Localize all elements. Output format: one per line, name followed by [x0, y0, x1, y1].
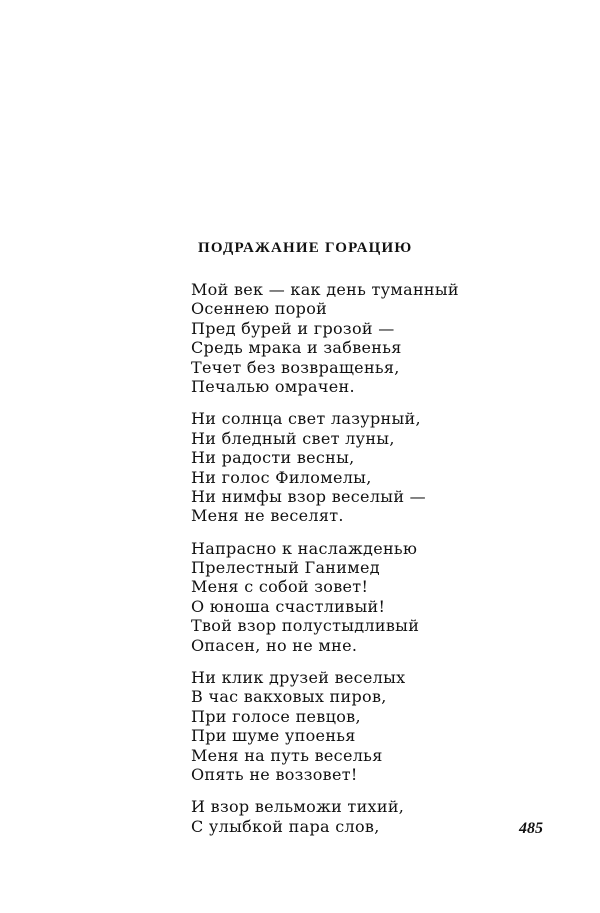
poem-line: Ни солнца свет лазурный,: [191, 409, 421, 429]
poem-line: Пред бурей и грозой —: [191, 318, 395, 338]
stanza: [191, 797, 459, 836]
page-number: 485: [519, 820, 543, 837]
poem-line: Меня не веселят.: [191, 506, 344, 526]
poem-line: Опасен, но не мне.: [191, 635, 358, 655]
poem-line: Осеннею порой: [191, 299, 328, 319]
stanza: [191, 280, 459, 396]
poem-body: [191, 280, 459, 849]
poem-line: Печалью омрачен.: [191, 376, 355, 396]
poem-line: Твой взор полустыдливый: [191, 616, 420, 636]
poem-title: ПОДРАЖАНИЕ ГОРАЦИЮ: [198, 240, 413, 256]
poem-line: При голосе певцов,: [191, 706, 361, 726]
poem-line: Средь мрака и забвенья: [191, 338, 402, 358]
stanza: [191, 668, 459, 784]
poem-line: Прелестный Ганимед: [191, 558, 380, 578]
poem-line: Меня на путь веселья: [191, 745, 383, 765]
poem-line: Мой век — как день туманный: [191, 280, 459, 299]
stanza: [191, 539, 459, 655]
poem-line: В час вакховых пиров,: [191, 687, 387, 707]
poem-line: С улыбкой пара слов,: [191, 816, 380, 836]
poem-line: Ни нимфы взор веселый —: [191, 486, 426, 506]
stanza: [191, 409, 459, 525]
poem-line: Ни бледный свет луны,: [191, 428, 395, 448]
poem-line: Напрасно к наслажденью: [191, 538, 418, 558]
poem-line: О юноша счастливый!: [191, 596, 386, 616]
poem-line: Ни радости весны,: [191, 448, 355, 468]
poem-line: Течет без возвращенья,: [191, 357, 400, 377]
poem-line: Ни клик друзей веселых: [191, 668, 406, 688]
poem-line: И взор вельможи тихий,: [191, 797, 405, 817]
poem-line: Меня с собой зовет!: [191, 577, 369, 597]
poem-line: При шуме упоенья: [191, 726, 356, 746]
poem-line: Ни голос Филомелы,: [191, 467, 372, 487]
poem-line: Опять не воззовет!: [191, 764, 358, 784]
